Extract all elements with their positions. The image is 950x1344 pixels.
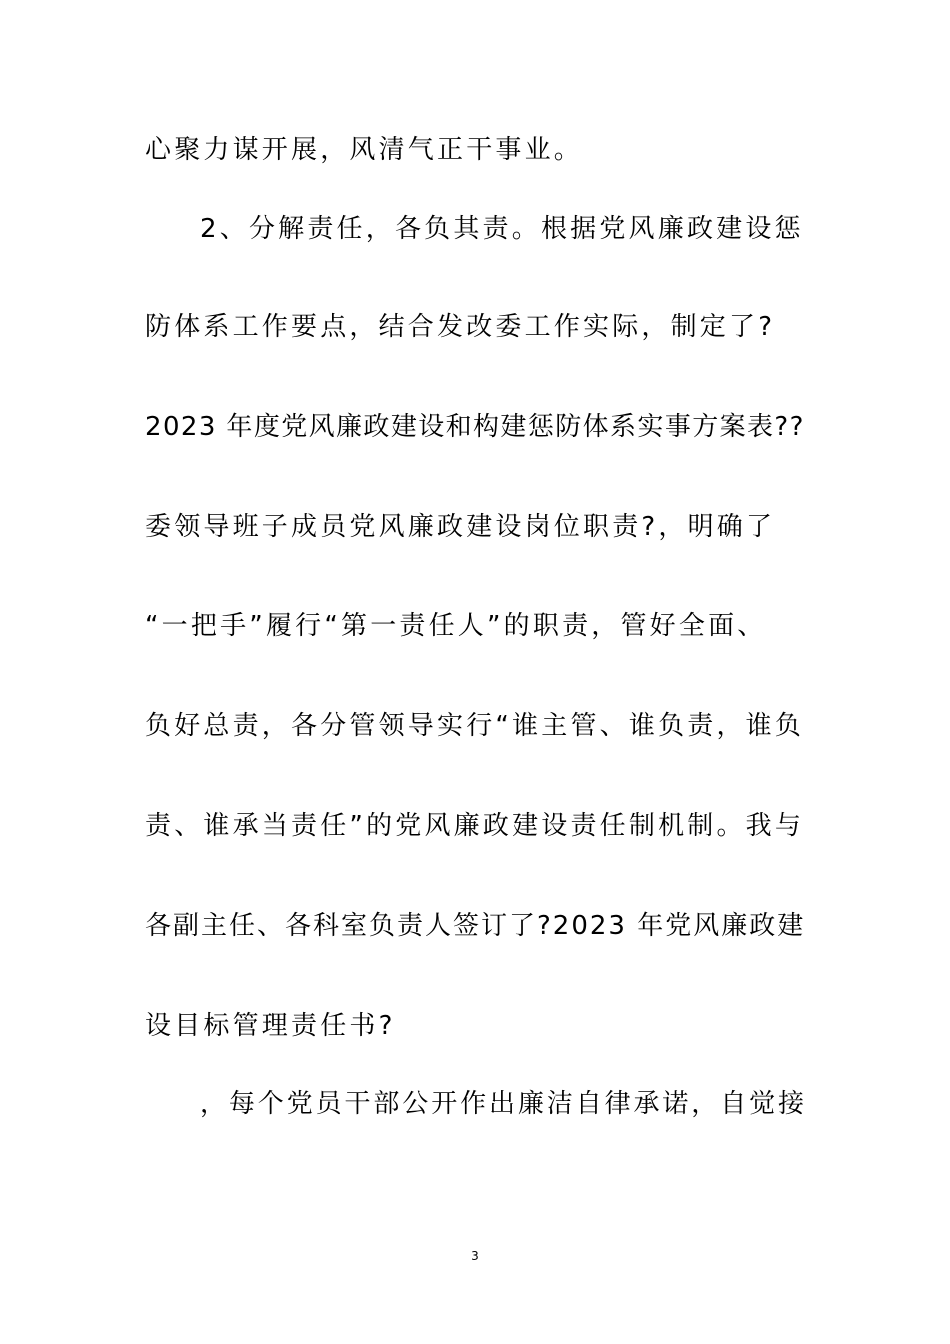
text-line-4: 2023 年度党风廉政建设和构建惩防体系实事方案表??	[145, 412, 805, 442]
text-line-5: 委领导班子成员党风廉政建设岗位职责?，明确了	[145, 512, 776, 542]
text-line-1: 心聚力谋开展，风清气正干事业。	[145, 135, 584, 165]
text-line-8: 责、谁承当责任”的党风廉政建设责任制机制。我与	[145, 811, 805, 841]
text-line-11: ，每个党员干部公开作出廉洁自律承诺，自觉接	[200, 1089, 807, 1119]
text-line-3: 防体系工作要点，结合发改委工作实际，制定了?	[145, 312, 776, 342]
text-line-2: 2、分解责任，各负其责。根据党风廉政建设惩	[200, 214, 804, 244]
text-line-9: 各副主任、各科室负责人签订了?2023 年党风廉政建	[145, 911, 806, 941]
text-line-7: 负好总责，各分管领导实行“谁主管、谁负责，谁负	[145, 711, 805, 741]
text-line-10: 设目标管理责任书?	[145, 1011, 396, 1041]
page-number: 3	[471, 1249, 479, 1263]
text-line-6: “一把手”履行“第一责任人”的职责，管好全面、	[145, 611, 767, 641]
